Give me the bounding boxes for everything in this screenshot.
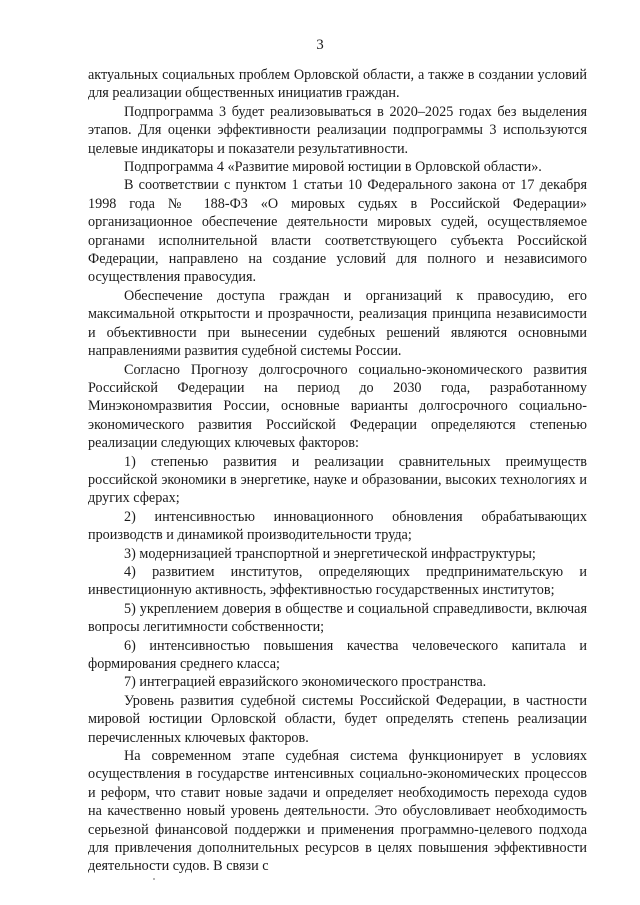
list-item-factor-4: 4) развитием институтов, определяющих предпринимательскую и инвестиционную активность, эффективностью государственных институтов; bbox=[88, 563, 587, 599]
list-item-factor-5: 5) укреплением доверия в обществе и социальной справедливости, включая вопросы легитимности собственности; bbox=[88, 600, 587, 636]
list-item-factor-2: 2) интенсивностью инновационного обновления обрабатывающих производств и динамикой производительности труда; bbox=[88, 508, 587, 544]
paragraph-judicial-system-level: Уровень развития судебной системы Российской Федерации, в частности мировой юстиции Орловской области, будет определять степень реализации перечисленных ключевых факторов. bbox=[88, 692, 587, 746]
list-item-factor-6: 6) интенсивностью повышения качества человеческого капитала и формирования среднего класса; bbox=[88, 637, 587, 672]
paragraph-subprogram-4-heading: Подпрограмма 4 «Развитие мировой юстиции в Орловской области». bbox=[124, 159, 542, 176]
paragraph-current-stage: На современном этапе судебная система функционирует в условиях осуществления в государстве интенсивных социально-экономических процессов и реформ, что ставит новые задачи и определяет необходимость перехода судов на качественно новый уровень деятельности. Это обусловливает необходимость серьезной финансовой поддержки и применения программно-целевого подхода для привлечения дополнительных ресурсов в целях повышения эффективности деятельности судов. В связи с bbox=[88, 748, 587, 875]
paragraph-access-to-justice: Обеспечение доступа граждан и организаций к правосудию, его максимальной открытости и прозрачности, реализация принципа независимости и объективности при вынесении судебных решений являются основными направлениями развития судебной системы России. bbox=[88, 287, 587, 360]
document-body bbox=[88, 66, 587, 876]
paragraph-forecast-intro: Согласно Прогнозу долгосрочного социально-экономического развития Российской Федерации на период до 2030 года, разработанному Минэкономразвития России, основные варианты долгосрочного социально-экономического развития Российской Федерации определяются степенью реализации следующих ключевых факторов: bbox=[88, 361, 587, 452]
list-item-factor-1: 1) степенью развития и реализации сравнительных преимуществ российской экономики в энергетике, науке и образовании, высоких технологиях и других сферах; bbox=[88, 453, 587, 507]
paragraph-federal-law-reference: В соответствии с пунктом 1 статьи 10 Федерального закона от 17 декабря 1998 года № 188-ФЗ «О мировых судьях в Российской Федерации» организационное обеспечение деятельности мировых судей, осуществляемое органами исполнительной власти соответствующего субъекта Российской Федерации, направлено на создание условий для полного и независимого осуществления правосудия. bbox=[88, 177, 587, 286]
paragraph-continuation: актуальных социальных проблем Орловской области, а также в создании условий для реализации общественных инициатив граждан. bbox=[88, 67, 587, 102]
scan-speck bbox=[153, 878, 155, 880]
list-item-factor-7: 7) интеграцией евразийского экономического пространства. bbox=[124, 674, 487, 691]
list-item-factor-3: 3) модернизацией транспортной и энергетической инфраструктуры; bbox=[124, 545, 536, 562]
paragraph-subprogram-3-timing: Подпрограмма 3 будет реализовываться в 2020–2025 годах без выделения этапов. Для оценки эффективности реализации подпрограммы 3 используются целевые индикаторы и показатели результативности. bbox=[88, 103, 587, 157]
page-number: 3 bbox=[316, 37, 324, 53]
